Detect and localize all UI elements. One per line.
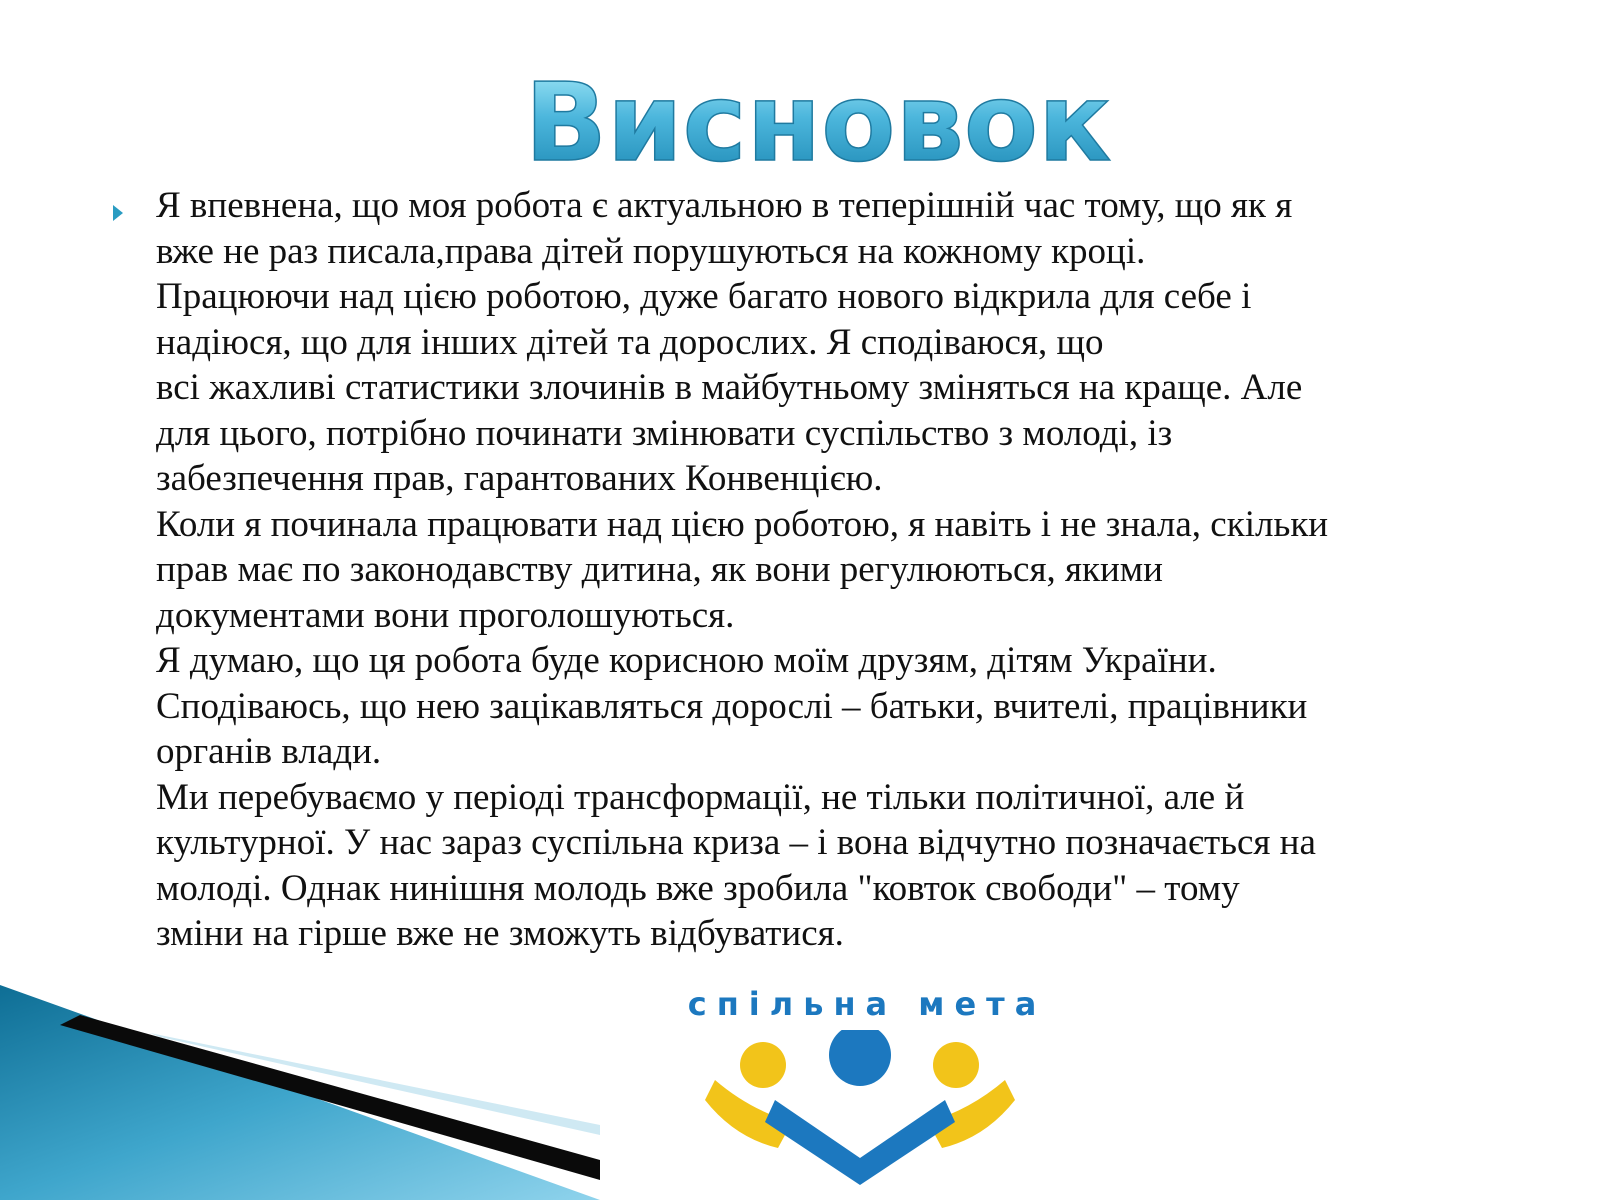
decorative-corner-stripes xyxy=(0,985,600,1200)
logo-figures-icon xyxy=(600,1030,1120,1190)
paragraph-line: документами вони проголошуються. xyxy=(156,594,735,636)
paragraph-line: прав має по законодавству дитина, як вони регулюються, якими xyxy=(156,549,1163,590)
paragraph-line: Коли я починала працювати над цією роботою, я навіть і не знала, скільки xyxy=(156,503,1329,545)
paragraph-line: Я впевнена, що моя робота є актуальною в теперішній час тому, що як я xyxy=(156,185,1293,226)
paragraph-line: для цього, потрібно починати змінювати суспільство з молоді, із xyxy=(156,412,1173,454)
paragraph-line: всі жахливі статистики злочинів в майбутньому зміняться на краще. Але xyxy=(156,367,1303,408)
paragraph-line: Я думаю, що ця робота буде корисною моїм друзям, дітям України. xyxy=(156,640,1217,681)
paragraph-line: Працюючи над цією роботою, дуже багато нового відкрила для себе і xyxy=(156,276,1252,317)
paragraph-line: культурної. У нас зараз суспільна криза – і вона відчутно позначається на xyxy=(156,822,1316,863)
slide-title xyxy=(0,52,1600,182)
paragraph-line: забезпечення прав, гарантованих Конвенцією. xyxy=(156,458,883,499)
logo-spilna-meta xyxy=(600,985,1120,1185)
title-text: Висновок xyxy=(524,61,1112,182)
paragraph-line: молоді. Однак нинішня молодь вже зробила "ковток свободи" – тому xyxy=(156,867,1240,909)
paragraph-line: Ми перебуваємо у періоді трансформації, не тільки політичної, але й xyxy=(156,776,1245,818)
paragraph-line: органів влади. xyxy=(156,731,382,772)
conclusion-paragraph xyxy=(156,183,1556,957)
bullet-arrow-icon xyxy=(113,205,123,221)
paragraph-line: зміни на гірше вже не зможуть відбуватися. xyxy=(156,913,844,954)
logo-wordmark: спільна мета xyxy=(687,985,1047,1023)
paragraph-line: вже не раз писала,права дітей порушуються на кожному кроці. xyxy=(156,230,1146,272)
paragraph-line: надіюся, що для інших дітей та дорослих. Я сподіваюся, що xyxy=(156,321,1104,363)
paragraph-line: Сподіваюсь, що нею зацікавляться дорослі – батьки, вчителі, працівники xyxy=(156,685,1308,727)
